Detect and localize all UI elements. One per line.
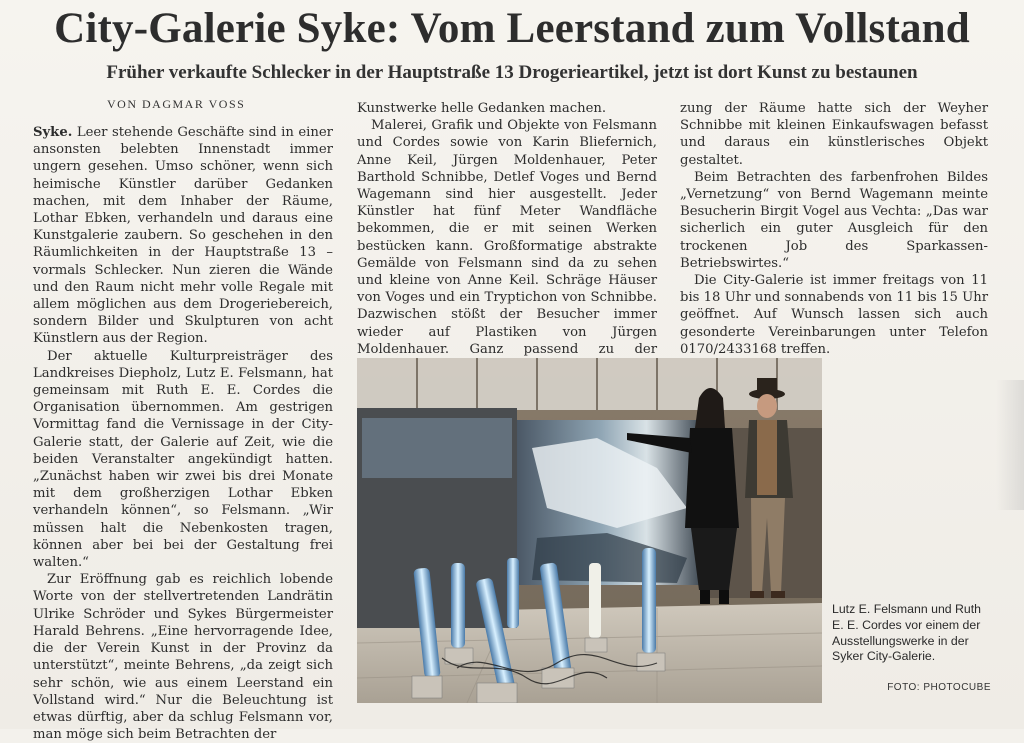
article-column-2 — [357, 100, 657, 375]
page-edge-shadow — [996, 380, 1024, 510]
byline: VON DAGMAR VOSS — [107, 97, 246, 111]
photo-caption: Lutz E. Felsmann und Ruth E. E. Cordes vor einem der Ausstellungswerke in der Syker City-Galerie. — [832, 602, 982, 664]
paragraph: zung der Räume hatte sich der Weyher Schnibbe mit kleinen Einkaufswagen befasst und daraus ein künstlerisches Objekt gestaltet. — [680, 101, 988, 168]
paragraph: Beim Betrachten des farbenfrohen Bildes „Vernetzung“ von Bernd Wagemann meinte Besucherin Birgit Vogel aus Vechta: „Das war sicherlich ein guter Ausgleich für den trockenen Job des Sparkassen-Betriebswirtes.“ — [680, 169, 988, 271]
dateline: Syke. — [33, 125, 73, 140]
subheadline: Früher verkaufte Schlecker in der Hauptstraße 13 Drogerieartikel, jetzt ist dort Kunst zu bestaunen — [106, 62, 918, 83]
photo-credit: FOTO: PHOTOCUBE — [887, 682, 991, 693]
article-column-3 — [680, 100, 988, 358]
article-column-1 — [33, 124, 333, 743]
paragraph — [33, 124, 333, 348]
paragraph: Kunstwerke helle Gedanken machen. — [357, 101, 607, 116]
paragraph: Die City-Galerie ist immer freitags von 11 bis 18 Uhr und sonnabends von 11 bis 15 Uhr geöffnet. Auf Wunsch lassen sich auch gesonderte Vereinbarungen unter Telefon 0170/2433168 treffen. — [680, 273, 988, 357]
headline: City-Galerie Syke: Vom Leerstand zum Vollstand — [54, 5, 970, 52]
paragraph: Malerei, Grafik und Objekte von Felsmann und Cordes sowie von Karin Bliefernich, Anne Keil, Jürgen Moldenhauer, Peter Barthold Schnibbe, Detlef Voges und Bernd Wagemann sind hier ausgestellt. Jeder Künstler hat fünf Meter Wandfläche bekommen, die er mit seinen Werken bestücken kann. Großformatige abstrakte Gemälde von Felsmann sind da zu sehen und kleine von Anne Keil. Schräge Häuser von Voges und ein Tryptichon von Schnibbe. Dazwischen stößt der Besucher immer wieder auf Plastiken von Jürgen Moldenhauer. Ganz passend zu der — [357, 118, 657, 357]
gallery-photo-illustration — [357, 358, 822, 703]
paragraph: Zur Eröffnung gab es reichlich lobende Worte von der stellvertretenden Landrätin Ulrike Schröder und Sykes Bürgermeister Harald Behrens. „Eine hervorragende Idee, die der Verein Kunst in der Provinz da unterstützt“, meinte Behrens, „da zeigt sich sehr schön, wie aus einem Leerstand ein Vollstand wird.“ Nur die Beleuchtung ist etwas dürftig, aber da schlug Felsmann vor, man möge sich beim Betrachten der — [33, 572, 333, 743]
paragraph: Der aktuelle Kulturpreisträger des Landkreises Diepholz, Lutz E. Felsmann, hat gemeinsam mit Ruth E. E. Cordes die Organisation übernommen. Am gestrigen Vormittag fand die Vernissage in der City-Galerie statt, der Galerie auf Zeit, wie die beiden Veranstalter angekündigt hatten. „Zunächst haben wir zwei bis drei Monate mit dem großherzigen Lothar Ebken verhandeln können“, so Felsmann. „Wir müssen halt die Nebenkosten tragen, können aber bei bei der Gestaltung frei walten.“ — [33, 348, 333, 571]
gallery-photo — [357, 358, 822, 703]
paragraph-text: Leer stehende Geschäfte sind in einer ansonsten belebten Innenstadt immer ungern gesehen. Umso schöner, wenn sich heimische Künstler darüber Gedanken machen, mit dem Inhaber der Räume, Lothar Ebken, verhandeln und daraus eine Kunstgalerie zaubern. So geschehen in den Räumlichkeiten in der Hauptstraße 13 – vormals Schlecker. Nun zieren die Wände und den Raum nicht mehr volle Regale mit allem möglichen aus dem Drogeriebereich, sondern Bilder und Skulpturen von acht Künstlern aus der Region. — [33, 125, 333, 347]
